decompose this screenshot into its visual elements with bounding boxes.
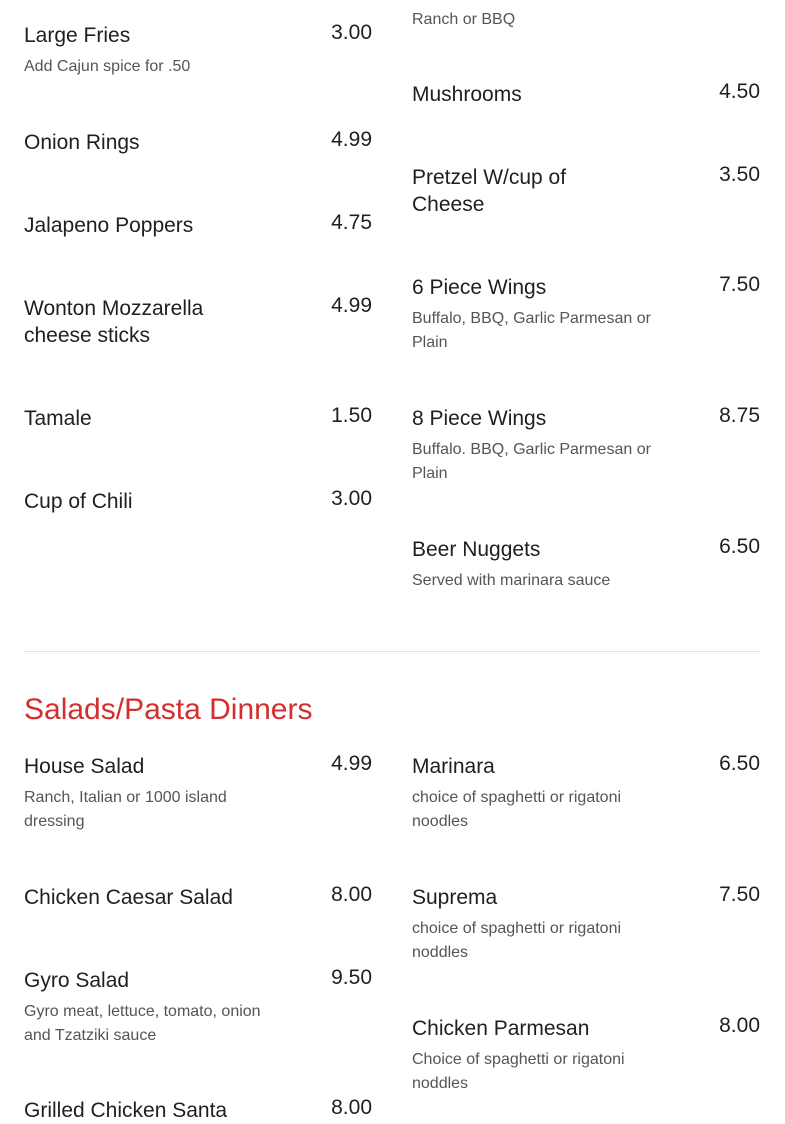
menu-item-description: Add Cajun spice for .50 <box>24 58 191 75</box>
menu-item-name: Beer Nuggets <box>412 538 541 561</box>
menu-item-name: Chicken Parmesan <box>412 1017 590 1040</box>
menu-item-description: Gyro meat, lettuce, tomato, onion and Tzatziki sauce <box>24 1003 261 1044</box>
menu-item-name: Wonton Mozzarella cheese sticks <box>24 297 204 347</box>
menu-item-price: 9.50 <box>331 966 372 989</box>
menu-item-price: 4.99 <box>331 752 372 775</box>
menu-item-price: 7.50 <box>719 883 760 906</box>
menu-item-name: 8 Piece Wings <box>412 407 547 430</box>
menu-item-price: 6.50 <box>719 752 760 775</box>
menu-item-price: 1.50 <box>331 404 372 427</box>
menu-item <box>24 753 264 834</box>
menu-item <box>24 129 264 156</box>
menu-item-name: Grilled Chicken Santa <box>24 1099 228 1122</box>
menu-item-name: Pretzel W/cup of Cheese <box>412 166 567 216</box>
menu-item <box>24 884 274 911</box>
menu-item-description: Choice of spaghetti or rigatoni noddles <box>412 1051 625 1092</box>
menu-item-description: Ranch, Italian or 1000 island dressing <box>24 789 227 830</box>
section-divider <box>24 651 761 652</box>
menu-item-name: Jalapeno Poppers <box>24 214 194 237</box>
menu-item-price: 8.00 <box>719 1014 760 1037</box>
menu-item-name: Tamale <box>24 407 92 430</box>
menu-item <box>24 22 264 79</box>
menu-item-description: choice of spaghetti or rigatoni noodles <box>412 789 622 830</box>
menu-item-price: 7.50 <box>719 273 760 296</box>
menu-item-price: 6.50 <box>719 535 760 558</box>
menu-item-description: Ranch or BBQ <box>412 11 516 28</box>
menu-item-name: Cup of Chili <box>24 490 133 513</box>
menu-item-name: Mushrooms <box>412 83 522 106</box>
menu-item <box>412 753 642 834</box>
menu-item <box>24 967 264 1048</box>
menu-item <box>412 164 612 218</box>
menu-item <box>412 884 642 965</box>
menu-item-price: 8.00 <box>331 1096 372 1119</box>
menu-item <box>24 1097 274 1124</box>
menu-item-price: 4.75 <box>331 211 372 234</box>
menu-item <box>24 295 264 349</box>
menu-item-description: Served with marinara sauce <box>412 572 611 589</box>
menu-item-name: Chicken Caesar Salad <box>24 886 233 909</box>
menu-item <box>24 405 264 432</box>
menu-item-name: 6 Piece Wings <box>412 276 547 299</box>
section-title: Salads/Pasta Dinners <box>24 693 313 726</box>
menu-item-name: Gyro Salad <box>24 969 130 992</box>
menu-item-description: choice of spaghetti or rigatoni noddles <box>412 920 622 961</box>
menu-item <box>412 405 660 486</box>
menu-item-price: 3.00 <box>331 487 372 510</box>
menu-item <box>24 212 264 239</box>
menu-item-price: 8.75 <box>719 404 760 427</box>
menu-item-description: Buffalo, BBQ, Garlic Parmesan or Plain <box>412 310 651 351</box>
menu-item <box>412 536 660 593</box>
menu-item <box>412 81 660 108</box>
menu-item-price: 3.00 <box>331 21 372 44</box>
menu-item-price: 4.99 <box>331 294 372 317</box>
menu-item-price: 4.99 <box>331 128 372 151</box>
menu-item-name: Large Fries <box>24 24 131 47</box>
menu-item <box>412 274 660 355</box>
menu-item-name: House Salad <box>24 755 145 778</box>
menu-item-name: Marinara <box>412 755 495 778</box>
menu-item-description: Buffalo. BBQ, Garlic Parmesan or Plain <box>412 441 651 482</box>
menu-item-name: Onion Rings <box>24 131 140 154</box>
menu-item-price: 8.00 <box>331 883 372 906</box>
menu-item <box>412 1015 642 1096</box>
menu-item-name: Suprema <box>412 886 498 909</box>
menu-item <box>24 488 264 515</box>
menu-item-price: 4.50 <box>719 80 760 103</box>
menu-item-price: 3.50 <box>719 163 760 186</box>
